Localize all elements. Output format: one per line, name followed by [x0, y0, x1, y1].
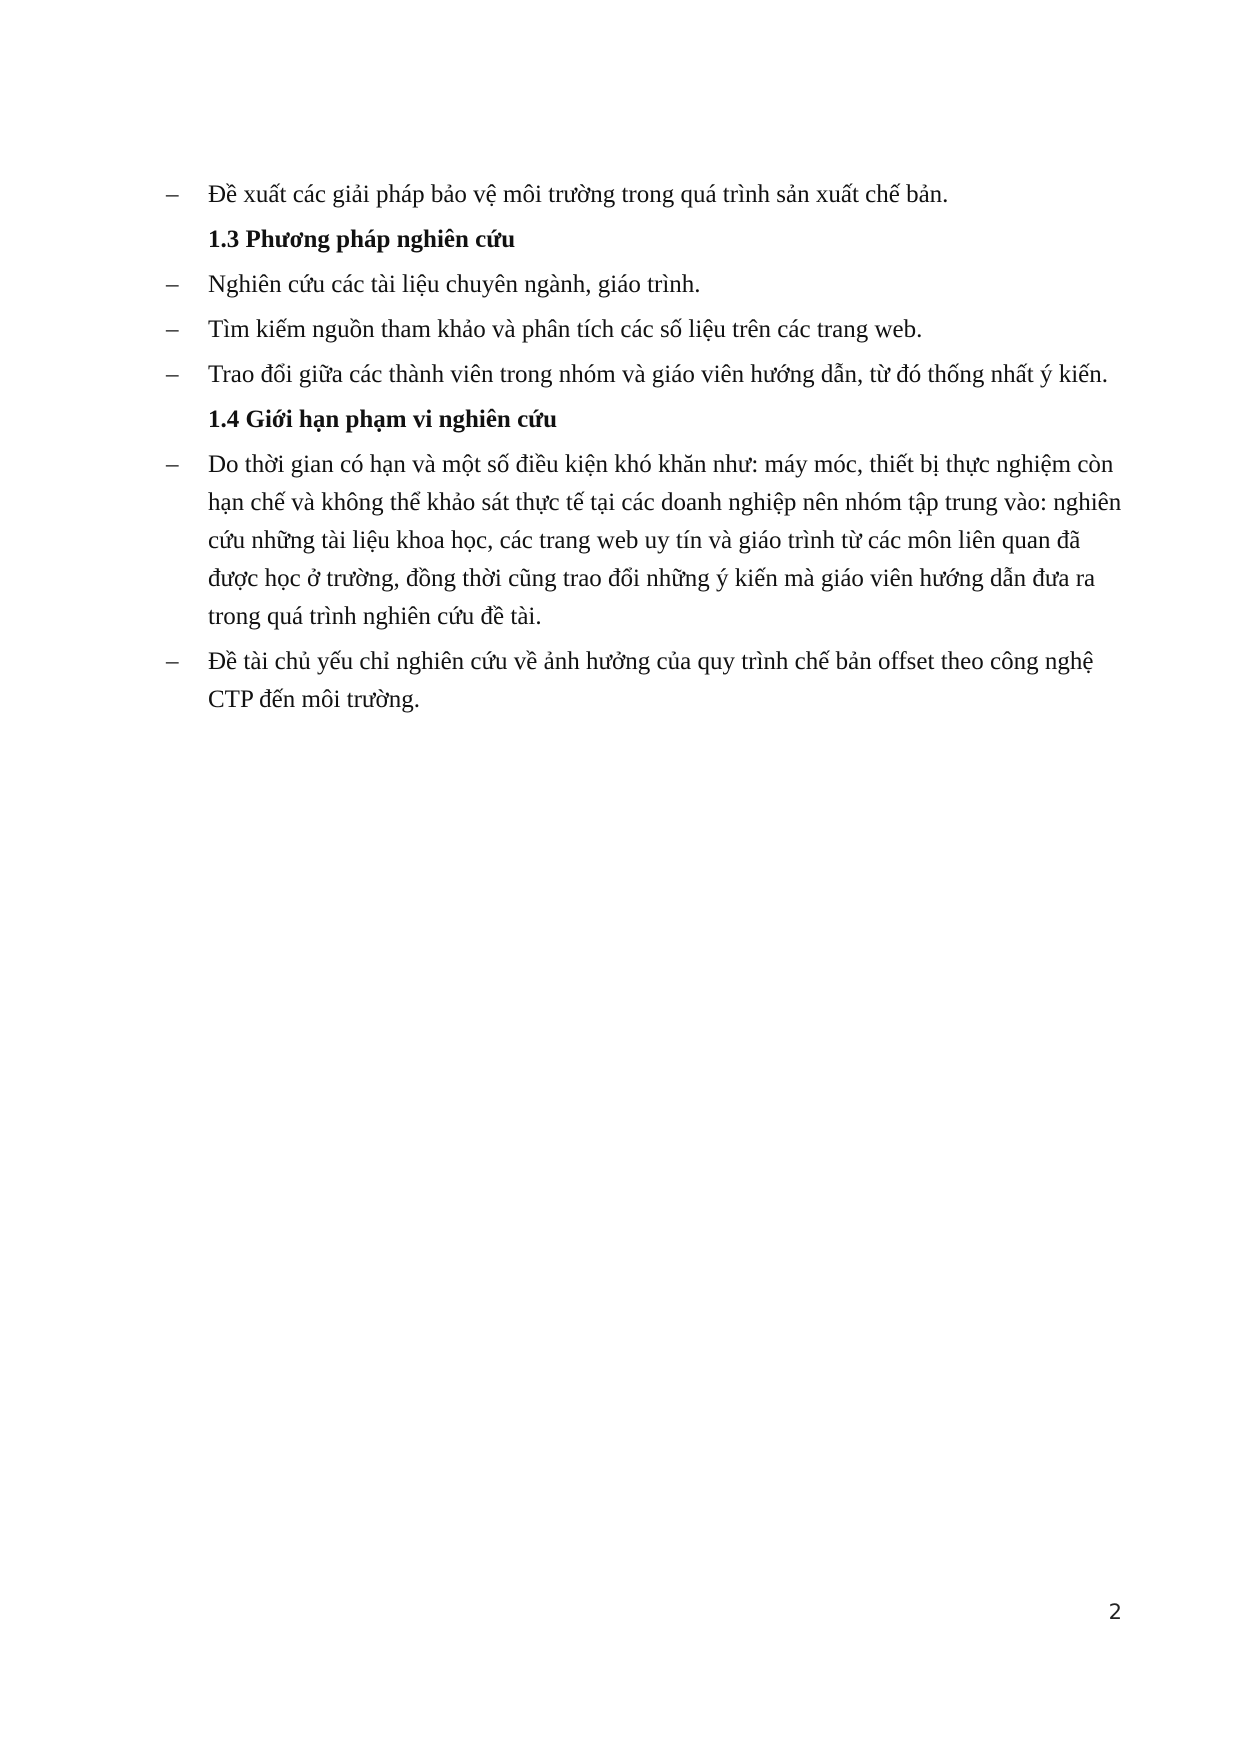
page-number: 2 — [1108, 1600, 1122, 1624]
bullet-dash: – — [166, 451, 179, 478]
bullet-text: Tìm kiếm nguồn tham khảo và phân tích các số liệu trên các trang web. — [208, 316, 923, 343]
bullet-text: Nghiên cứu các tài liệu chuyên ngành, giáo trình. — [208, 271, 701, 298]
bullet-item — [166, 356, 1131, 394]
section-heading-1-4: 1.4 Giới hạn phạm vi nghiên cứu — [208, 406, 558, 433]
bullet-dash: – — [166, 316, 179, 343]
page-content — [166, 176, 1131, 726]
bullet-item — [166, 266, 1131, 304]
bullet-text: Đề tài chủ yếu chỉ nghiên cứu về ảnh hưởng của quy trình chế bản offset theo công nghệ CTP đến môi trường. — [208, 648, 1094, 713]
bullet-text: Do thời gian có hạn và một số điều kiện khó khăn như: máy móc, thiết bị thực nghiệm còn hạn chế và không thể khảo sát thực tế tại các doanh nghiệp nên nhóm tập trung vào: nghiên cứu những tài liệu khoa học, các trang web uy tín và giáo trình từ các môn liên quan đã được học ở trường, đồng thời cũng trao đổi những ý kiến mà giáo viên hướng dẫn đưa ra trong quá trình nghiên cứu đề tài. — [208, 451, 1122, 630]
bullet-dash: – — [166, 361, 179, 388]
bullet-item — [166, 643, 1131, 719]
bullet-dash: – — [166, 181, 179, 208]
bullet-item — [166, 176, 1131, 214]
bullet-dash: – — [166, 648, 179, 675]
bullet-dash: – — [166, 271, 179, 298]
bullet-item — [166, 446, 1131, 636]
bullet-text: Trao đổi giữa các thành viên trong nhóm và giáo viên hướng dẫn, từ đó thống nhất ý kiến. — [208, 361, 1109, 388]
bullet-item — [166, 311, 1131, 349]
bullet-text: Đề xuất các giải pháp bảo vệ môi trường trong quá trình sản xuất chế bản. — [208, 181, 949, 208]
section-heading-1-3: 1.3 Phương pháp nghiên cứu — [208, 226, 516, 253]
